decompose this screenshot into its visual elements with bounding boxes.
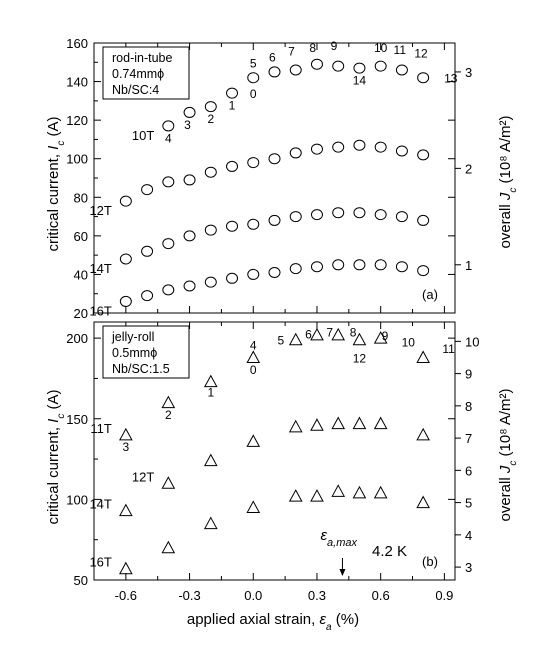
data-point-triangle bbox=[290, 334, 302, 345]
y-tick-label: 20 bbox=[73, 306, 88, 321]
y-tick-label: 140 bbox=[66, 74, 88, 90]
right-axis-tick-label: 6 bbox=[465, 463, 473, 479]
data-point-circle bbox=[248, 219, 259, 229]
point-index-label: 4 bbox=[249, 338, 257, 353]
data-point-triangle bbox=[311, 329, 323, 340]
data-point-triangle bbox=[120, 505, 132, 516]
point-index-label: 6 bbox=[269, 50, 276, 65]
data-point-circle bbox=[248, 73, 259, 83]
point-index-label: 6 bbox=[305, 327, 312, 342]
point-index-label: 7 bbox=[326, 325, 334, 340]
data-point-triangle bbox=[353, 418, 365, 429]
point-index-label: 12 bbox=[414, 46, 428, 61]
data-point-circle bbox=[333, 142, 344, 152]
y-tick-label: 40 bbox=[73, 267, 88, 283]
legend-line: jelly-roll bbox=[112, 330, 155, 344]
data-point-circle bbox=[163, 177, 174, 187]
data-point-circle bbox=[269, 154, 280, 164]
data-point-circle bbox=[396, 262, 407, 272]
right-axis-tick-label: 9 bbox=[465, 366, 473, 382]
series-label: 12T bbox=[131, 469, 155, 485]
data-point-triangle bbox=[417, 351, 429, 362]
point-index-label: 1 bbox=[228, 98, 236, 113]
x-tick-label: 0.6 bbox=[371, 588, 390, 603]
data-point-circle bbox=[375, 260, 386, 270]
point-index-label: 10 bbox=[401, 335, 415, 350]
point-index-label: 4 bbox=[164, 131, 172, 146]
point-index-label: 1 bbox=[207, 385, 215, 400]
x-tick-label: -0.6 bbox=[114, 588, 138, 603]
data-point-circle bbox=[184, 281, 195, 291]
data-point-circle bbox=[354, 260, 365, 270]
data-point-triangle bbox=[120, 429, 132, 440]
data-point-circle bbox=[120, 254, 131, 264]
right-axis-tick-label: 3 bbox=[465, 64, 473, 80]
y-tick-label: 100 bbox=[66, 151, 88, 167]
data-point-circle bbox=[311, 59, 322, 69]
point-index-label: 9 bbox=[330, 38, 338, 53]
data-point-circle bbox=[248, 269, 259, 279]
data-point-circle bbox=[333, 208, 344, 218]
point-index-label: 11 bbox=[442, 341, 455, 356]
legend-line: 0.74mmϕ bbox=[112, 67, 165, 81]
point-index-label: 8 bbox=[309, 40, 317, 55]
right-axis-tick-label: 2 bbox=[465, 161, 473, 177]
data-point-triangle bbox=[290, 490, 302, 501]
data-point-circle bbox=[418, 73, 429, 83]
data-point-circle bbox=[227, 161, 238, 171]
data-point-circle bbox=[418, 266, 429, 276]
point-index-label: 13 bbox=[444, 71, 458, 86]
y-tick-label: 150 bbox=[66, 411, 88, 427]
data-point-triangle bbox=[120, 563, 132, 574]
data-point-circle bbox=[163, 121, 174, 131]
data-point-circle bbox=[205, 277, 216, 287]
data-point-circle bbox=[333, 260, 344, 270]
data-point-circle bbox=[311, 210, 322, 220]
data-point-circle bbox=[354, 140, 365, 150]
strain-max-arrow-head bbox=[339, 569, 345, 576]
data-point-triangle bbox=[162, 477, 174, 488]
series-label: 14T bbox=[89, 496, 112, 512]
right-axis-tick-label: 3 bbox=[465, 560, 473, 576]
data-point-circle bbox=[418, 215, 429, 225]
data-point-triangle bbox=[162, 397, 174, 408]
data-point-circle bbox=[269, 268, 280, 278]
data-point-triangle bbox=[332, 485, 344, 496]
legend-line: Nb/SC:1.5 bbox=[112, 362, 170, 376]
data-point-triangle bbox=[332, 329, 344, 340]
data-point-circle bbox=[396, 65, 407, 75]
x-axis-label: applied axial strain, $\varepsilon_a$ (%) bbox=[186, 611, 360, 633]
data-point-circle bbox=[269, 215, 280, 225]
series-label: 10T bbox=[131, 127, 155, 143]
data-point-triangle bbox=[162, 542, 174, 553]
y-tick-label: 200 bbox=[66, 331, 88, 347]
point-index-label: 2 bbox=[164, 407, 172, 422]
right-axis-tick-label: 7 bbox=[465, 431, 473, 447]
panel-a bbox=[45, 36, 519, 321]
data-point-circle bbox=[290, 212, 301, 222]
right-axis-label: overall $J_c$ (10⁸ A/m²) bbox=[497, 388, 519, 522]
data-point-triangle bbox=[247, 501, 259, 512]
temperature-label: 4.2 K bbox=[372, 543, 408, 560]
point-index-label: 3 bbox=[122, 440, 130, 455]
data-point-circle bbox=[184, 231, 195, 241]
point-index-label: 10 bbox=[373, 40, 388, 55]
data-point-circle bbox=[163, 239, 174, 249]
y-axis-label: critical current, $I_c$ (A) bbox=[45, 116, 67, 252]
right-axis-tick-label: 8 bbox=[465, 398, 473, 414]
shared-labels bbox=[115, 588, 454, 633]
data-point-circle bbox=[142, 246, 153, 256]
data-point-triangle bbox=[417, 429, 429, 440]
y-axis-label: critical current, $I_c$ (A) bbox=[45, 389, 67, 525]
data-point-triangle bbox=[311, 419, 323, 430]
data-point-triangle bbox=[247, 435, 259, 446]
series-label: 12T bbox=[89, 203, 112, 219]
point-index-label: 8 bbox=[349, 325, 357, 340]
point-index-label: 7 bbox=[288, 44, 295, 59]
data-point-triangle bbox=[417, 497, 429, 508]
data-point-circle bbox=[163, 285, 174, 295]
data-point-triangle bbox=[332, 418, 344, 429]
legend-line: Nb/SC:4 bbox=[112, 83, 160, 97]
data-point-circle bbox=[184, 175, 195, 185]
panel-b bbox=[45, 322, 519, 588]
data-point-circle bbox=[290, 148, 301, 158]
data-point-circle bbox=[375, 142, 386, 152]
data-point-circle bbox=[205, 225, 216, 235]
x-tick-label: 0.9 bbox=[435, 588, 454, 603]
data-point-circle bbox=[311, 144, 322, 154]
y-tick-label: 80 bbox=[73, 190, 88, 206]
data-point-circle bbox=[354, 208, 365, 218]
data-point-circle bbox=[227, 221, 238, 231]
data-point-circle bbox=[142, 291, 153, 301]
x-tick-label: 0.3 bbox=[307, 588, 327, 603]
data-point-circle bbox=[290, 264, 301, 274]
data-point-circle bbox=[396, 212, 407, 222]
data-point-triangle bbox=[353, 487, 365, 498]
x-tick-label: -0.3 bbox=[178, 588, 201, 603]
data-point-triangle bbox=[375, 418, 387, 429]
data-point-circle bbox=[184, 107, 195, 117]
point-index-label: 5 bbox=[277, 333, 285, 348]
panel-label: (b) bbox=[422, 554, 438, 569]
right-axis-tick-label: 1 bbox=[465, 257, 473, 273]
data-point-triangle bbox=[247, 351, 259, 362]
x-tick-label: 0.0 bbox=[244, 588, 263, 603]
y-tick-label: 60 bbox=[73, 228, 88, 244]
point-index-label: 9 bbox=[381, 328, 389, 343]
point-index-label: 5 bbox=[249, 56, 257, 71]
data-point-triangle bbox=[205, 518, 217, 529]
panel-label: (a) bbox=[422, 287, 438, 302]
data-point-circle bbox=[269, 67, 280, 77]
series-label: 11T bbox=[90, 420, 112, 436]
legend-line: 0.5mmϕ bbox=[112, 346, 158, 360]
data-point-circle bbox=[333, 61, 344, 71]
point-index-label: 11 bbox=[393, 42, 407, 57]
data-point-triangle bbox=[290, 421, 302, 432]
data-point-circle bbox=[375, 210, 386, 220]
point-index-label: 12 bbox=[352, 351, 367, 366]
data-point-circle bbox=[120, 196, 131, 206]
strain-max-label: $\varepsilon_{a,max}$ bbox=[320, 527, 358, 549]
data-point-circle bbox=[227, 88, 238, 98]
right-axis-tick-label: 5 bbox=[465, 495, 473, 511]
data-point-circle bbox=[120, 296, 131, 306]
data-point-circle bbox=[396, 146, 407, 156]
data-point-circle bbox=[290, 65, 301, 75]
y-tick-label: 120 bbox=[66, 113, 88, 129]
data-point-circle bbox=[418, 150, 429, 160]
data-point-circle bbox=[205, 102, 216, 112]
data-point-circle bbox=[227, 273, 238, 283]
y-tick-label: 50 bbox=[73, 573, 88, 588]
data-point-triangle bbox=[311, 490, 323, 501]
data-point-circle bbox=[354, 63, 365, 73]
y-tick-label: 100 bbox=[66, 492, 88, 508]
data-point-circle bbox=[142, 185, 153, 195]
point-index-label: 14 bbox=[352, 73, 367, 88]
point-index-label: 2 bbox=[207, 112, 215, 127]
series-label: 14T bbox=[89, 261, 112, 276]
series-label: 16T bbox=[89, 303, 112, 319]
data-point-triangle bbox=[205, 455, 217, 466]
point-index-label: 3 bbox=[184, 118, 191, 132]
data-point-circle bbox=[248, 158, 259, 168]
point-index-label: 0 bbox=[249, 87, 257, 102]
legend-line: rod-in-tube bbox=[112, 51, 173, 65]
data-point-circle bbox=[375, 61, 386, 71]
data-point-triangle bbox=[375, 487, 387, 498]
data-point-circle bbox=[311, 262, 322, 272]
data-point-circle bbox=[205, 167, 216, 177]
y-tick-label: 160 bbox=[66, 36, 88, 51]
right-axis-tick-label: 4 bbox=[465, 527, 473, 543]
right-axis-label: overall $J_c$ (10⁸ A/m²) bbox=[497, 115, 519, 249]
right-axis-tick-label: 10 bbox=[465, 334, 480, 350]
series-label: 16T bbox=[89, 554, 112, 570]
point-index-label: 0 bbox=[249, 362, 257, 377]
